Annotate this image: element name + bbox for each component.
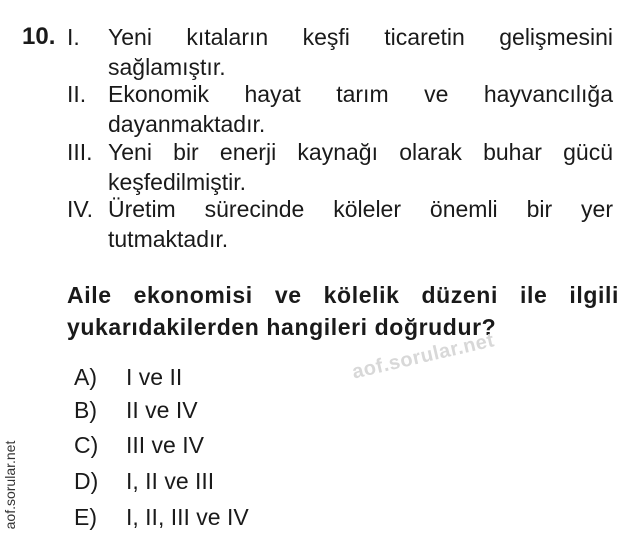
option-text: I, II ve III [126,468,215,494]
option-text: II ve IV [126,397,198,423]
option-c[interactable] [74,430,204,460]
option-d[interactable] [74,466,214,496]
statement-4 [67,194,613,254]
statement-numeral: IV. [67,196,94,222]
statement-text: Ekonomik hayat tarım ve hayvancılığa dayanmaktadır. [108,81,613,137]
option-letter: C) [74,432,99,458]
question-stem: Aile ekonomisi ve kölelik düzeni ile ilgili yukarıdakilerden hangileri doğrudur? [67,282,619,340]
watermark: aof.sorular.net [350,329,497,384]
statement-text: Yeni kıtaların keşfi ticaretin gelişmesini sağlamıştır. [108,24,613,80]
statement-1 [67,22,613,82]
option-text: III ve IV [126,432,204,458]
statement-text: Yeni bir enerji kaynağı olarak buhar gücü keşfedilmiştir. [108,139,613,195]
option-letter: B) [74,397,97,423]
statement-text: Üretim sürecinde köleler önemli bir yer tutmaktadır. [108,196,613,252]
option-b[interactable] [74,395,198,425]
option-letter: D) [74,468,99,494]
statement-2 [67,79,613,139]
option-e[interactable] [74,502,249,532]
option-text: I, II, III ve IV [126,504,249,530]
statement-3 [67,137,613,197]
option-letter: A) [74,364,97,390]
option-a[interactable] [74,362,182,392]
side-watermark: aof.sorular.net [2,440,18,530]
option-letter: E) [74,504,97,530]
question-number: 10. [22,23,56,50]
statement-numeral: III. [67,139,93,165]
statement-numeral: I. [67,24,80,50]
statement-numeral: II. [67,81,87,107]
option-text: I ve II [126,364,183,390]
